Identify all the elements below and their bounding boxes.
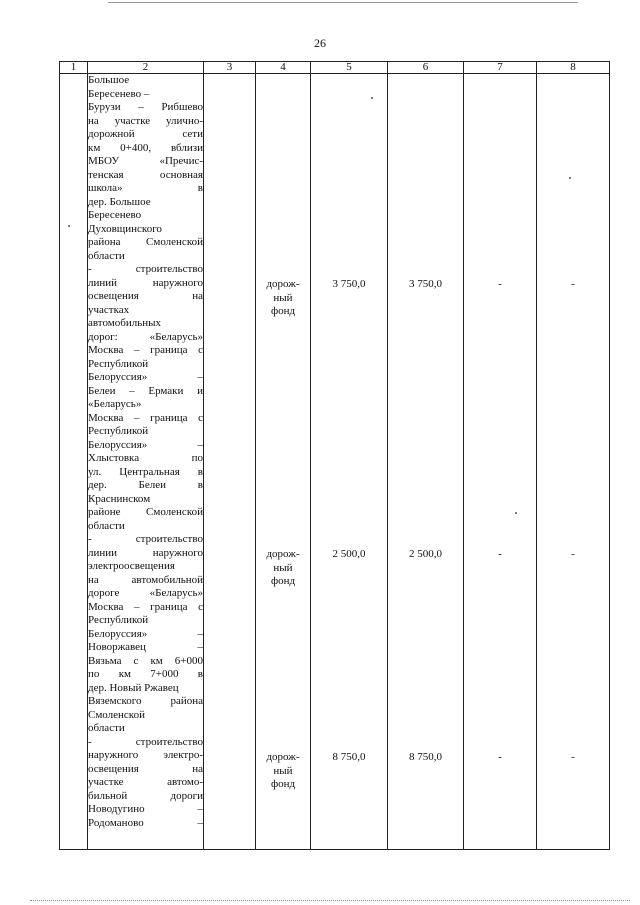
description-line: линии наружного <box>88 546 203 559</box>
description-line: Вяземского района <box>88 695 203 707</box>
description-line: на участке улично- <box>88 114 203 127</box>
table-row <box>60 74 610 850</box>
description-line: электроосвещения <box>88 560 175 572</box>
description-line: Бересенево <box>88 209 142 221</box>
page-number: 26 <box>314 36 326 50</box>
description-line: Белоруссия» – <box>88 627 203 640</box>
amount-col7-3: - <box>498 751 502 763</box>
description-line: - строительство <box>88 735 203 748</box>
description-line: Белоруссия» – <box>88 438 203 451</box>
description-line: дер. Белеи в <box>88 479 203 491</box>
description-line: Белоруссия» – <box>88 371 203 383</box>
description-line: - строительство <box>88 263 203 275</box>
description-line: области <box>88 722 125 734</box>
amount-col5-2: 2 500,0 <box>332 548 366 560</box>
column-7-cell <box>464 74 537 850</box>
description-line: ул. Центральная в <box>88 465 203 478</box>
description-line: дороге «Беларусь» <box>88 587 203 599</box>
description-line: Хлыстовка по <box>88 452 203 464</box>
description-line: дер. Большое <box>88 195 151 208</box>
description-line: освещения на <box>88 762 203 775</box>
description-line: Большое <box>88 74 130 86</box>
description-cell <box>88 74 204 850</box>
description-line: бильной дороги <box>88 789 203 802</box>
column-3-cell <box>204 74 256 850</box>
table-header-row <box>60 62 610 74</box>
scan-speck <box>68 225 70 227</box>
description-line: наружного электро- <box>88 749 203 761</box>
column-header-7: 7 <box>464 62 537 74</box>
amount-col6-2: 2 500,0 <box>409 548 442 560</box>
description-line: Бересенево – <box>88 87 150 100</box>
scan-speck <box>569 177 571 179</box>
description-line: Новоржавец – <box>88 641 203 653</box>
column-5-cell <box>311 74 388 850</box>
description-line: Вязьма с км 6+000 <box>88 654 203 667</box>
description-line: Республикой <box>88 614 149 626</box>
description-line: по км 7+000 в <box>88 668 203 680</box>
scan-speck <box>515 512 517 514</box>
amount-col5-1: 3 750,0 <box>332 278 366 290</box>
fund-source-1: дорож- ный фонд <box>266 278 300 317</box>
description-line: области <box>88 519 125 532</box>
description-line: Бурузи – Рибшево <box>88 101 203 113</box>
amount-col6-3: 8 750,0 <box>409 751 442 763</box>
description-line: школа» в <box>88 182 203 194</box>
description-line: дорожной сети <box>88 128 203 140</box>
row-number-cell <box>60 74 88 850</box>
description-line: освещения на <box>88 290 203 302</box>
description-line: на автомобильной <box>88 573 203 586</box>
amount-col7-1: - <box>498 278 502 290</box>
description-line: - строительство <box>88 533 203 545</box>
column-header-1: 1 <box>60 62 88 74</box>
description-line: «Беларусь» <box>88 398 142 410</box>
column-header-4: 4 <box>256 62 311 74</box>
description-line: дорог: «Беларусь» <box>88 330 203 343</box>
description-line: Москва – граница с <box>88 600 203 613</box>
description-line: Смоленской <box>88 708 145 721</box>
column-header-8: 8 <box>537 62 610 74</box>
description-line: автомобильных <box>88 317 161 329</box>
description-line: Родоманово – <box>88 816 203 829</box>
amount-col7-2: - <box>498 548 502 560</box>
amount-col5-3: 8 750,0 <box>332 751 366 763</box>
description-line: участке автомо- <box>88 776 203 788</box>
column-header-6: 6 <box>388 62 464 74</box>
column-header-2: 2 <box>88 62 204 74</box>
description-line: тенская основная <box>88 168 203 181</box>
fund-source-cell <box>256 74 311 850</box>
description-line: участках <box>88 303 130 316</box>
description-line: Республикой <box>88 425 149 437</box>
scan-edge-line <box>108 2 578 3</box>
fund-source-3: дорож- ный фонд <box>266 751 300 790</box>
description-line: Новодугино – <box>88 803 203 815</box>
description-line: области <box>88 249 125 262</box>
column-8-cell <box>537 74 610 850</box>
description-line: Москва – граница с <box>88 344 203 356</box>
fund-source-2: дорож- ный фонд <box>266 548 300 587</box>
description-line: Республикой <box>88 357 149 370</box>
description-line: дер. Новый Ржавец <box>88 681 179 694</box>
scan-speck <box>371 97 373 99</box>
column-header-5: 5 <box>311 62 388 74</box>
description-line: Москва – граница с <box>88 411 203 424</box>
description-line: км 0+400, вблизи <box>88 141 203 154</box>
amount-col8-3: - <box>571 751 575 763</box>
description-line: Краснинском <box>88 492 151 505</box>
amount-col8-1: - <box>571 278 575 290</box>
description-line: линий наружного <box>88 276 203 289</box>
description-line: района Смоленской <box>88 236 203 248</box>
description-line: Духовщинского <box>88 222 162 235</box>
scan-edge-line-bottom <box>30 900 630 902</box>
description-line: Белеи – Ермаки и <box>88 384 203 397</box>
amount-col6-1: 3 750,0 <box>409 278 442 290</box>
column-6-cell <box>388 74 464 850</box>
description-line: МБОУ «Пречис- <box>88 155 203 167</box>
budget-table <box>59 61 610 850</box>
column-header-3: 3 <box>204 62 256 74</box>
amount-col8-2: - <box>571 548 575 560</box>
description-line: районе Смоленской <box>88 506 203 518</box>
